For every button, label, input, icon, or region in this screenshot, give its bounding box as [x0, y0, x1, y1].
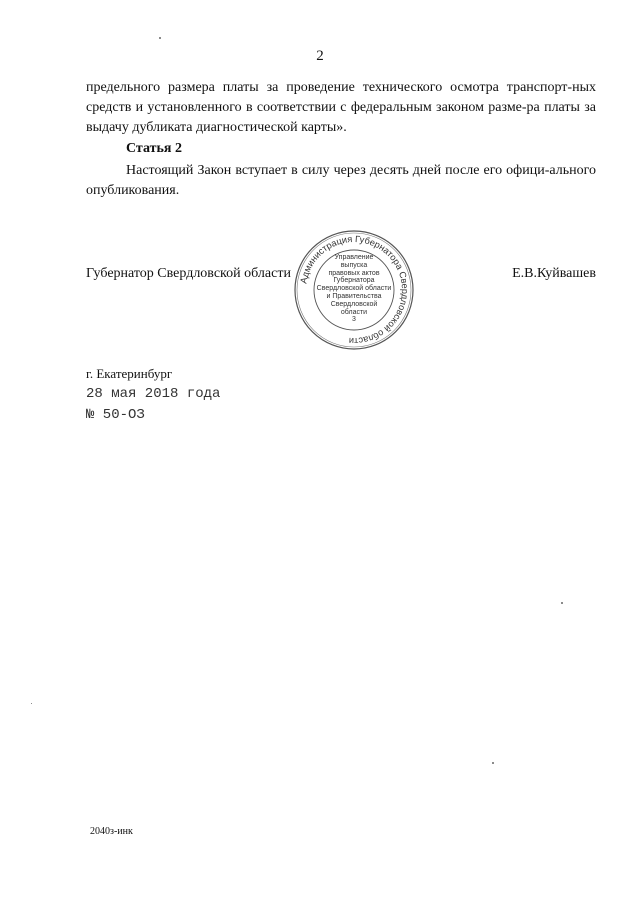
seal-line: 3	[352, 316, 356, 324]
official-seal	[292, 228, 416, 352]
seal-line: Губернатора	[333, 277, 375, 285]
article-heading: Статья 2	[126, 141, 182, 156]
issue-city: г. Екатеринбург	[86, 366, 173, 381]
paragraph-continuation: предельного размера платы за проведение технического осмотра транспорт-ных средств и установленного в соответствии с федеральным законом разме-ра платы за выдачу дубликата диагностической карты».	[86, 80, 596, 135]
scan-speck	[492, 762, 494, 764]
signature-title: Губернатор Свердловской области	[86, 266, 291, 281]
footer-code: 2040з-инк	[90, 826, 133, 837]
scan-speck	[561, 602, 563, 604]
seal-line: Управление	[334, 254, 374, 261]
scan-speck	[31, 703, 32, 704]
issue-date: 28 мая 2018 года	[86, 386, 221, 402]
seal-line: Свердловской	[330, 300, 378, 308]
scan-speck	[159, 37, 161, 39]
article-text: Настоящий Закон вступает в силу через десять дней после его офици-ального опубликования.	[86, 163, 596, 198]
seal-line: и Правительства	[326, 292, 382, 300]
page-number: 2	[316, 48, 324, 64]
signature-name: Е.В.Куйвашев	[512, 266, 596, 281]
issue-number: № 50-ОЗ	[86, 407, 145, 423]
seal-line: правовых актов	[328, 269, 380, 277]
seal-line: области	[340, 308, 368, 316]
seal-ring-text: Администрация Губернатора Свердловской области	[298, 233, 411, 347]
seal-center-text	[316, 252, 392, 328]
seal-line: выпуска	[340, 261, 368, 269]
seal-line: Свердловской области	[316, 285, 392, 293]
